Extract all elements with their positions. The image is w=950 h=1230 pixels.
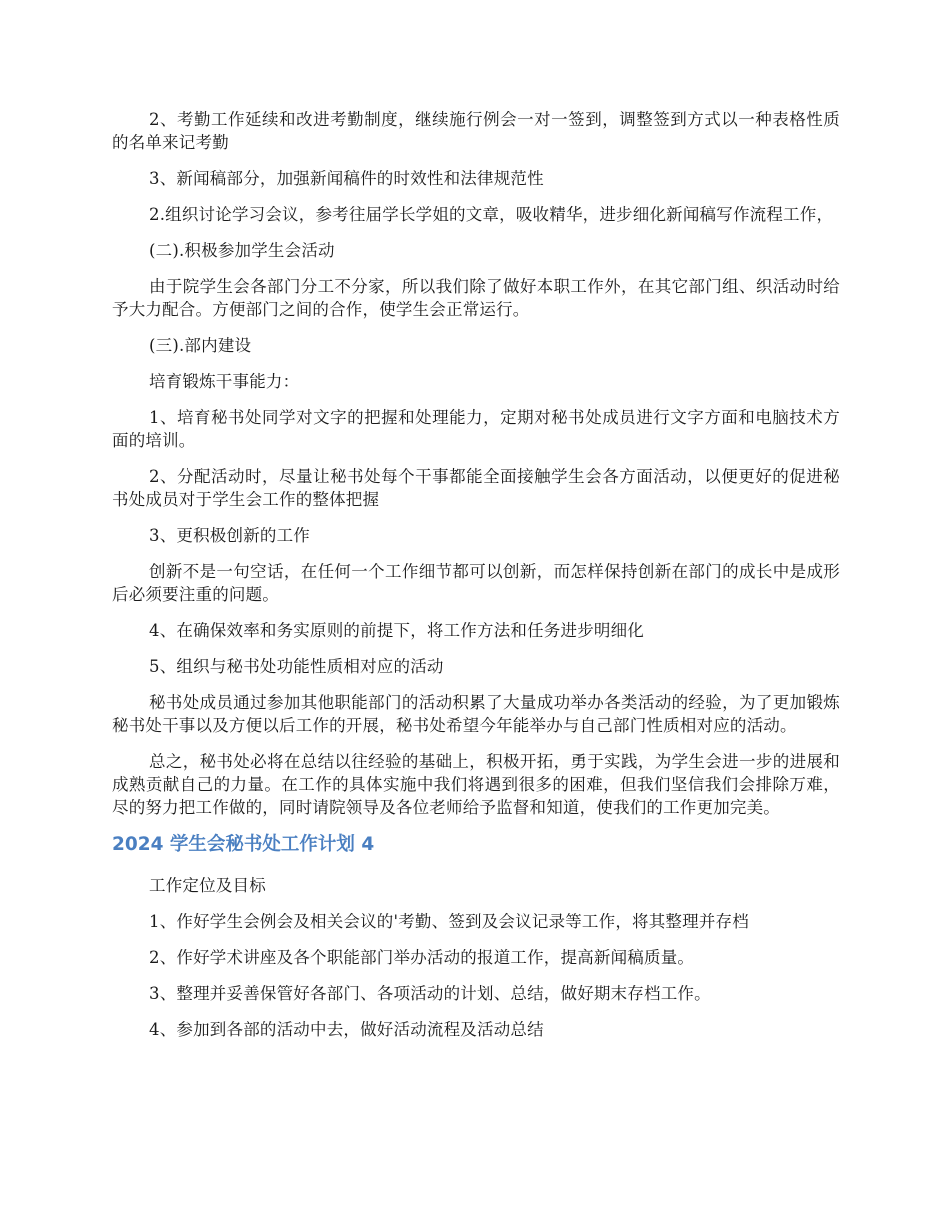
- paragraph: (二).积极参加学生会活动: [149, 241, 335, 260]
- paragraph: 4、参加到各部的活动中去，做好活动流程及活动总结: [149, 1020, 544, 1039]
- paragraph: 2、分配活动时，尽量让秘书处每个干事都能全面接触学生会各方面活动，以便更好的促进秘书处成员对于学生会工作的整体把握: [112, 467, 840, 509]
- paragraph: 3、新闻稿部分，加强新闻稿件的时效性和法律规范性: [149, 169, 544, 188]
- paragraph: 创新不是一句空话，在任何一个工作细节都可以创新，而怎样保持创新在部门的成长中是成形后必须要注重的问题。: [112, 562, 840, 604]
- document-page: [112, 108, 840, 1054]
- paragraph: 工作定位及目标: [149, 876, 266, 895]
- paragraph: (三).部内建设: [149, 336, 252, 355]
- paragraph: 培育锻炼干事能力：: [149, 372, 300, 391]
- section-heading: 2024 学生会秘书处工作计划 4: [112, 834, 375, 855]
- paragraph: 4、在确保效率和务实原则的前提下，将工作方法和任务进步明细化: [149, 621, 644, 640]
- paragraph: 由于院学生会各部门分工不分家，所以我们除了做好本职工作外，在其它部门组、织活动时给予大力配合。方便部门之间的合作，使学生会正常运行。: [112, 277, 840, 319]
- paragraph: 总之，秘书处必将在总结以往经验的基础上，积极开拓，勇于实践，为学生会进一步的进展和成熟贡献自己的力量。在工作的具体实施中我们将遇到很多的困难，但我们坚信我们会排除万难，尽的努力把工作做的，同时请院领导及各位老师给予监督和知道，使我们的工作更加完美。: [112, 752, 840, 817]
- paragraph: 3、更积极创新的工作: [149, 526, 310, 545]
- paragraph: 2、考勤工作延续和改进考勤制度，继续施行例会一对一签到，调整签到方式以一种表格性质的名单来记考勤: [112, 110, 840, 152]
- paragraph: 5、组织与秘书处功能性质相对应的活动: [149, 657, 444, 676]
- paragraph: 2、作好学术讲座及各个职能部门举办活动的报道工作，提高新闻稿质量。: [149, 948, 695, 967]
- paragraph: 秘书处成员通过参加其他职能部门的活动积累了大量成功举办各类活动的经验，为了更加锻炼秘书处干事以及方便以后工作的开展，秘书处希望今年能举办与自己部门性质相对应的活动。: [112, 693, 840, 735]
- paragraph: 1、培育秘书处同学对文字的把握和处理能力，定期对秘书处成员进行文字方面和电脑技术方面的培训。: [112, 408, 840, 450]
- paragraph: 1、作好学生会例会及相关会议的'考勤、签到及会议记录等工作，将其整理并存档: [149, 912, 749, 931]
- paragraph: 2.组织讨论学习会议，参考往届学长学姐的文章，吸收精华，进步细化新闻稿写作流程工作，: [149, 205, 834, 224]
- paragraph: 3、整理并妥善保管好各部门、各项活动的计划、总结，做好期末存档工作。: [149, 984, 711, 1003]
